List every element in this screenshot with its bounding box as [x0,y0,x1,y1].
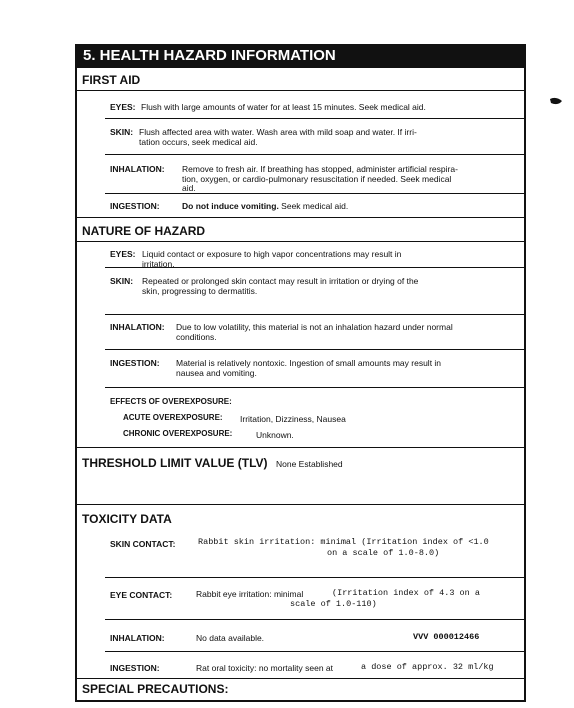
nature-eyes-text-1: Liquid contact or exposure to high vapor concentrations may result in [142,249,402,259]
divider [77,447,524,448]
tox-skin-label: SKIN CONTACT: [110,539,176,549]
tox-eye-text-2: scale of 1.0-110) [290,599,377,609]
divider [105,314,524,315]
nature-eyes-label: EYES: [110,249,136,259]
toxicity-heading: TOXICITY DATA [82,512,172,526]
first-aid-skin-label: SKIN: [110,127,134,137]
first-aid-ingestion-label: INGESTION: [110,201,160,211]
nature-ingestion-label: INGESTION: [110,358,160,368]
first-aid-skin-text-1: Flush affected area with water. Wash area with mild soap and water. If irri- [139,127,417,137]
divider [105,349,524,350]
tox-skin-text-2: on a scale of 1.0-8.0) [327,548,440,558]
document-id: VVV 000012466 [413,632,480,642]
divider [105,651,524,652]
nature-eyes-text-2: irritation. [142,259,175,269]
nature-ingestion-text-2: nausea and vomiting. [176,368,257,378]
nature-heading: NATURE OF HAZARD [82,224,206,238]
divider [105,577,524,578]
chronic-text: Unknown. [256,430,294,440]
first-aid-inhalation-text-3: aid. [182,183,196,193]
first-aid-ingestion-bold: Do not induce vomiting. [182,201,279,211]
acute-label: ACUTE OVEREXPOSURE: [123,413,223,422]
first-aid-skin-text-2: tation occurs, seek medical aid. [139,137,258,147]
nature-skin-text-2: skin, progressing to dermatitis. [142,286,258,296]
tox-skin-text-1: Rabbit skin irritation: minimal (Irritation index of <1.0 [198,537,489,547]
tlv-heading: THRESHOLD LIMIT VALUE (TLV) [82,456,268,470]
chronic-label: CHRONIC OVEREXPOSURE: [123,429,233,438]
tox-ingestion-label: INGESTION: [110,663,160,673]
divider [105,118,524,119]
divider [77,241,524,242]
nature-skin-text-1: Repeated or prolonged skin contact may result in irritation or drying of the [142,276,419,286]
tox-inhalation-text: No data available. [196,633,265,643]
section-title: 5. HEALTH HAZARD INFORMATION [77,44,524,68]
divider [77,504,524,505]
first-aid-inhalation-text-1: Remove to fresh air. If breathing has stopped, administer artificial respira- [182,164,458,174]
nature-inhalation-text-2: conditions. [176,332,217,342]
divider [105,193,524,194]
first-aid-ingestion-rest: Seek medical aid. [278,201,349,211]
first-aid-eyes-label: EYES: [110,102,136,112]
tox-ingestion-text-a: Rat oral toxicity: no mortality seen at [196,663,334,673]
special-precautions-heading: SPECIAL PRECAUTIONS: [82,682,229,696]
tlv-value: None Established [276,459,343,469]
first-aid-inhalation-label: INHALATION: [110,164,165,174]
nature-inhalation-label: INHALATION: [110,322,165,332]
nature-skin-label: SKIN: [110,276,134,286]
nature-inhalation-text-1: Due to low volatility, this material is not an inhalation hazard under normal [176,322,453,332]
divider [105,267,524,268]
first-aid-ingestion-text [182,201,348,211]
first-aid-inhalation-text-2: tion, oxygen, or cardio-pulmonary resuscitation if needed. Seek medical [182,174,452,184]
first-aid-eyes-text: Flush with large amounts of water for at least 15 minutes. Seek medical aid. [141,102,426,112]
divider [77,678,524,679]
tox-eye-text-1b: (Irritation index of 4.3 on a [332,588,480,598]
divider [105,619,524,620]
nature-ingestion-text-1: Material is relatively nontoxic. Ingestion of small amounts may result in [176,358,442,368]
divider [105,154,524,155]
tox-eye-text-1a: Rabbit eye irritation: minimal [196,589,304,599]
effects-label: EFFECTS OF OVEREXPOSURE: [110,397,232,406]
tox-inhalation-label: INHALATION: [110,633,165,643]
tox-eye-label: EYE CONTACT: [110,590,173,600]
tox-ingestion-text-b: a dose of approx. 32 ml/kg [361,662,494,672]
divider [77,217,524,218]
scan-artifact-mark [548,94,566,113]
acute-text: Irritation, Dizziness, Nausea [240,414,346,424]
divider [105,387,524,388]
divider [77,90,524,91]
scan-artifact-icon [548,94,566,108]
first-aid-heading: FIRST AID [82,73,141,87]
msds-section-frame [75,44,526,702]
